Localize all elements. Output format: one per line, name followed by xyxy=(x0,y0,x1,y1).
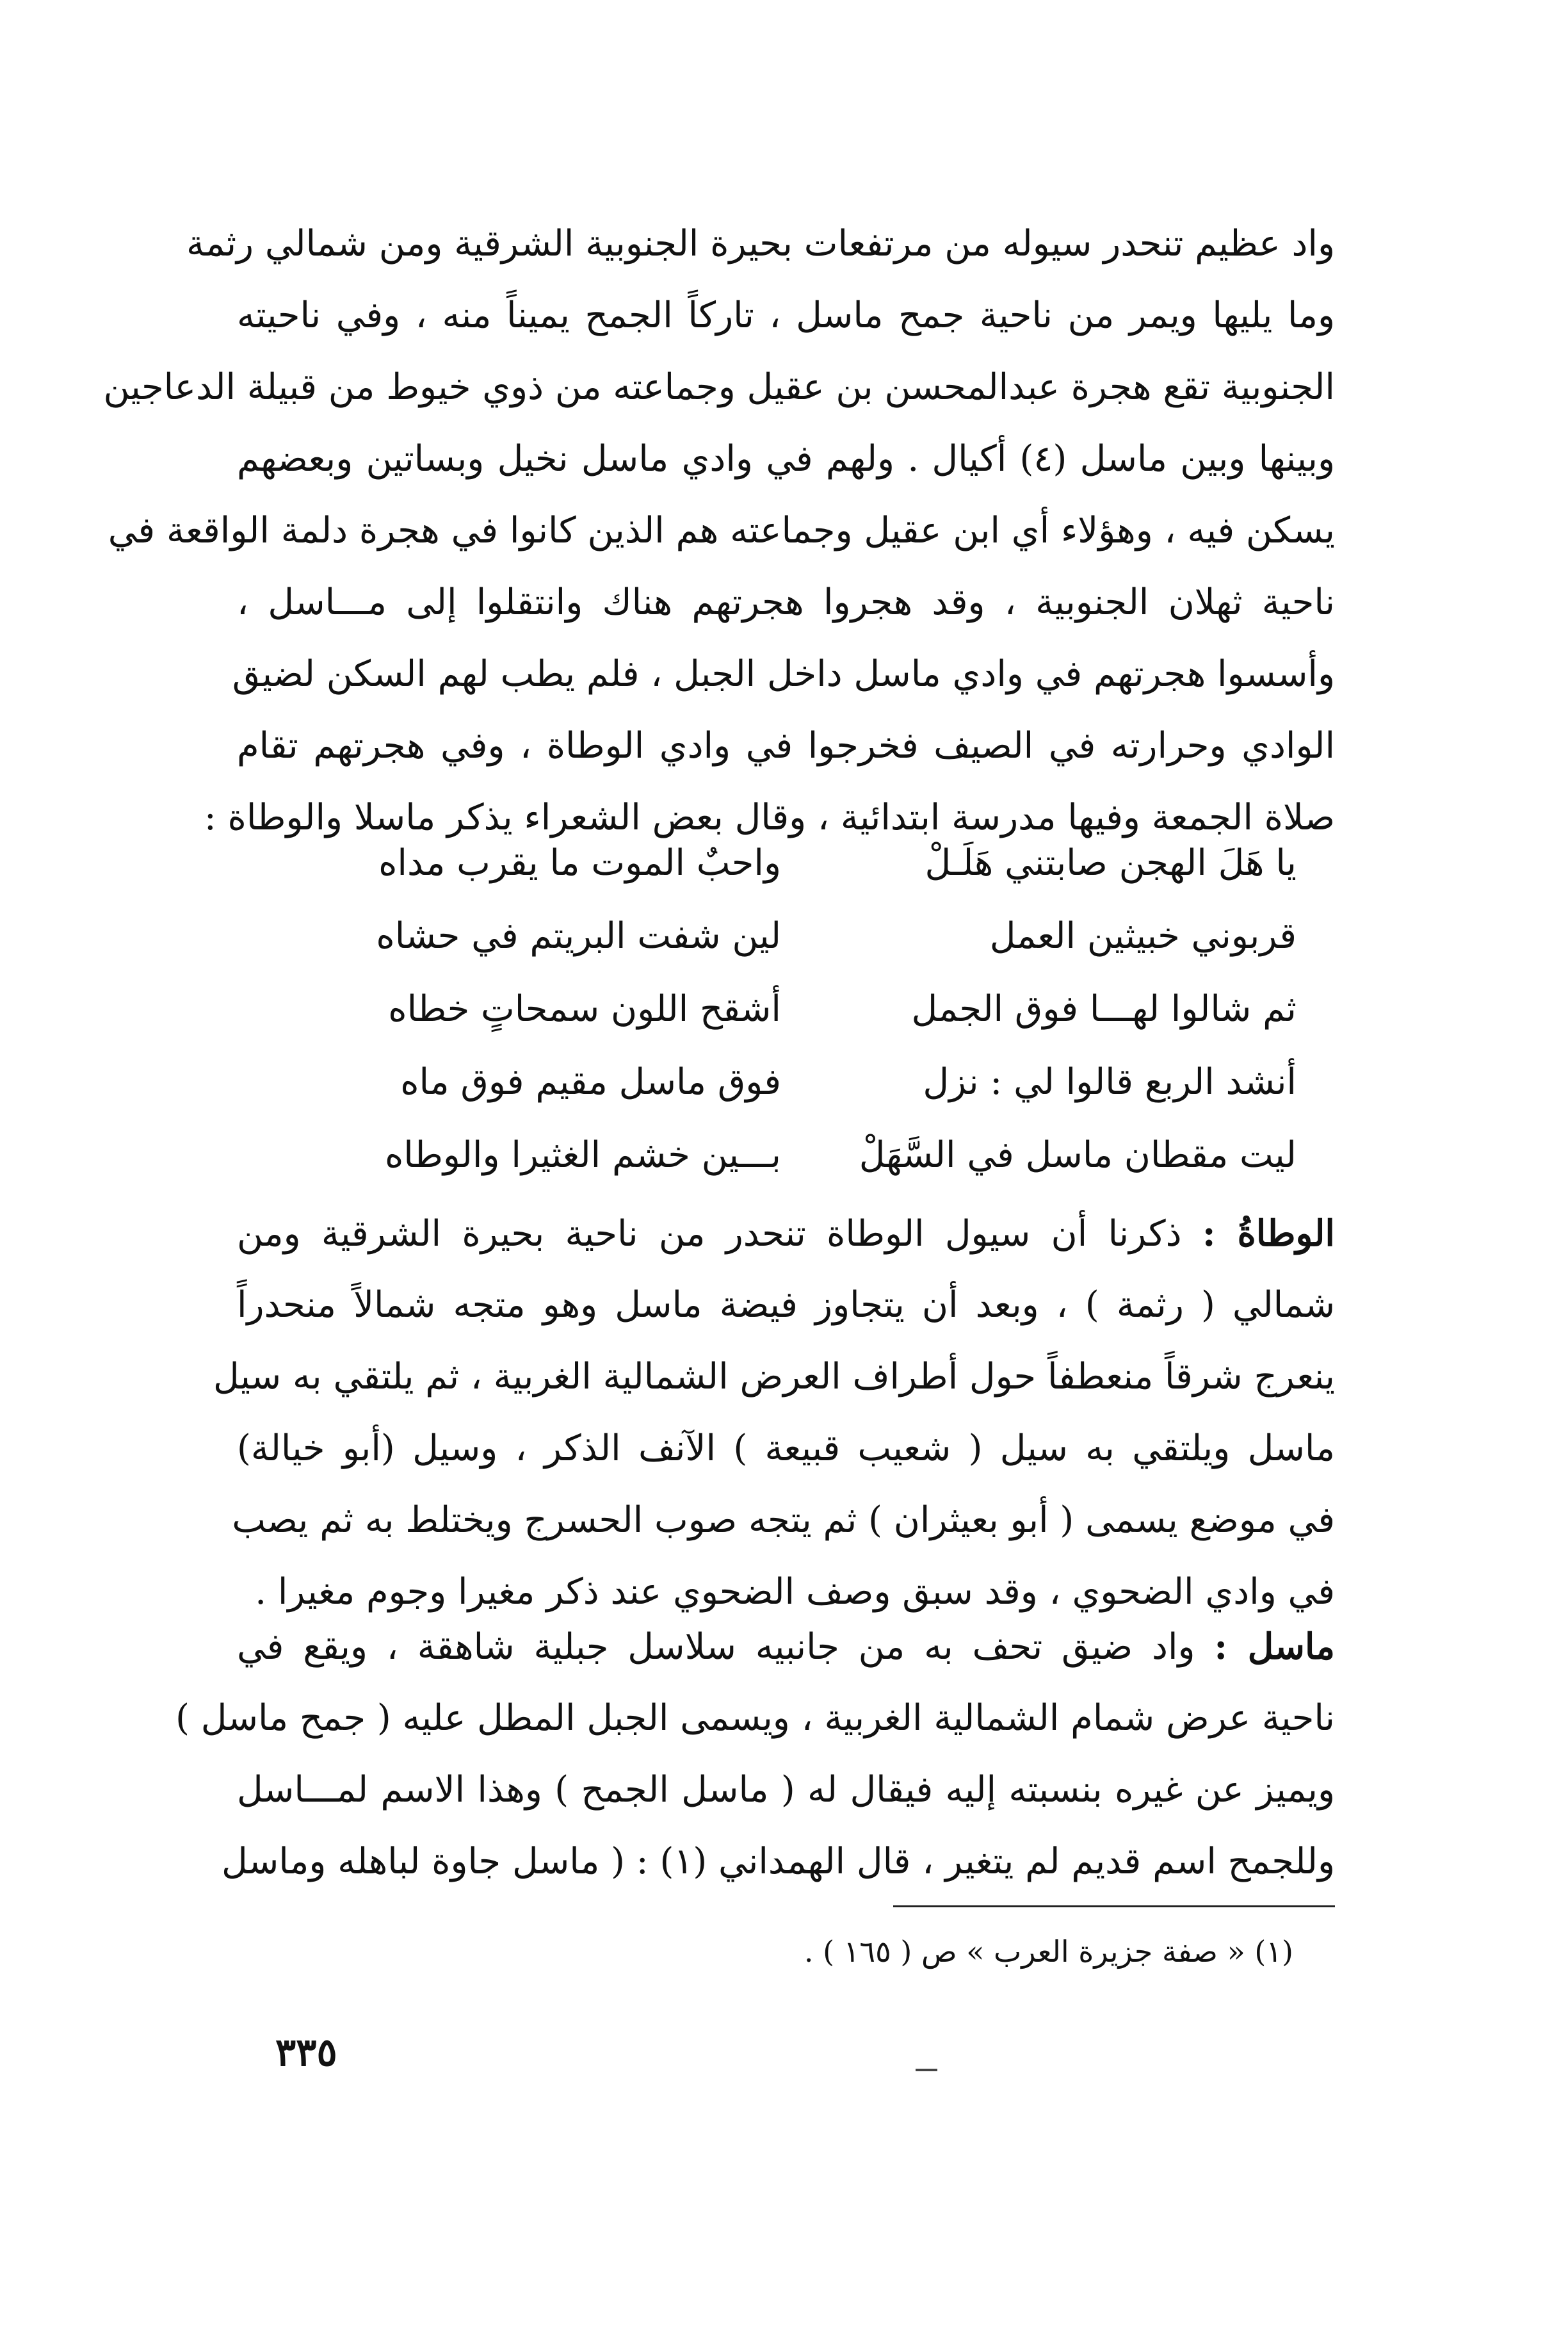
text-line: الجنوبية تقع هجرة عبدالمحسن بن عقيل وجماعته من ذوي خيوط من قبيلة الدعاجين xyxy=(103,366,1335,408)
verse-first-half: يا هَلَ الهجن صابتني هَلَـلْ xyxy=(925,842,1297,884)
poem-verse xyxy=(237,842,1335,915)
text-line xyxy=(237,1198,1335,1269)
text-line: وللجمح اسم قديم لم يتغير ، قال الهمداني (١) : ( ماسل جاوة لباهله وماسل xyxy=(221,1841,1335,1882)
section-wataa xyxy=(213,1198,1335,1628)
text-line: في وادي الضحوي ، وقد سبق وصف الضحوي عند ذكر مغيرا وجوم مغيرا . xyxy=(255,1571,1335,1613)
text-line: شمالي ( رثمة ) ، وبعد أن يتجاوز فيضة ماسل وهو متجه شمالاً منحدراً xyxy=(237,1284,1335,1326)
text-line: ناحية ثهلان الجنوبية ، وقد هجروا هجرتهم هناك وانتقلوا إلى مـــاسل ، xyxy=(237,582,1335,623)
text-line: ناحية عرض شمام الشمالية الغربية ، ويسمى الجبل المطل عليه ( جمح ماسل ) xyxy=(175,1697,1335,1739)
print-mark xyxy=(916,2069,937,2071)
text-line: ينعرج شرقاً منعطفاً حول أطراف العرض الشمالية الغربية ، ثم يلتقي به سيل xyxy=(213,1356,1335,1397)
verse-second-half: واحبٌ الموت ما يقرب مداه xyxy=(378,842,781,884)
poem-verse xyxy=(237,1134,1335,1207)
verse-first-half: أنشد الربع قالوا لي : نزل xyxy=(923,1061,1297,1103)
text-line: ويميز عن غيره بنسبته إليه فيقال له ( ماسل الجمح ) وهذا الاسم لمـــاسل xyxy=(237,1769,1335,1811)
verse-first-half: ثم شالوا لهـــا فوق الجمل xyxy=(911,988,1297,1030)
page-number: ٣٣٥ xyxy=(275,2030,337,2075)
text-line: ماسل ويلتقي به سيل ( شعيب قبيعة ) الآنف الذكر ، وسيل (أبو خيالة) xyxy=(237,1428,1335,1469)
footnote-divider xyxy=(893,1905,1335,1907)
text-line: وأسسوا هجرتهم في وادي ماسل داخل الجبل ، فلم يطب لهم السكن لضيق xyxy=(232,653,1335,695)
text-line: واد عظيم تنحدر سيوله من مرتفعات بحيرة الجنوبية الشرقية ومن شمالي رثمة xyxy=(186,223,1335,265)
entry-term: الوطاةُ : xyxy=(1202,1212,1335,1255)
entry-text: واد ضيق تحف به من جانبيه سلاسل جبلية شاهقة ، ويقع في xyxy=(237,1626,1195,1668)
text-line: صلاة الجمعة وفيها مدرسة ابتدائية ، وقال بعض الشعراء يذكر ماسلا والوطاة : xyxy=(204,797,1335,838)
verse-second-half: لين شفت البريتم في حشاه xyxy=(376,915,781,957)
text-line xyxy=(237,1611,1335,1682)
poem-verse xyxy=(237,1061,1335,1134)
entry-term: ماسل : xyxy=(1214,1625,1335,1668)
verse-first-half: قربوني خبيثين العمل xyxy=(989,915,1297,957)
text-line: في موضع يسمى ( أبو بعيثران ) ثم يتجه صوب الحسرج ويختلط به ثم يصب xyxy=(232,1499,1335,1541)
verse-second-half: فوق ماسل مقيم فوق ماه xyxy=(400,1061,781,1103)
footnote: (١) « صفة جزيرة العرب » ص ( ١٦٥ ) . xyxy=(804,1934,1293,1969)
text-line: يسكن فيه ، وهؤلاء أي ابن عقيل وجماعته هم الذين كانوا في هجرة دلمة الواقعة في xyxy=(108,510,1335,551)
section-wadi-text xyxy=(103,208,1335,854)
verse-first-half: ليت مقطان ماسل في السَّهَلْ xyxy=(859,1134,1297,1176)
verse-second-half: بـــين خشم الغثيرا والوطاه xyxy=(384,1134,781,1176)
section-masil xyxy=(175,1611,1335,1898)
entry-text: ذكرنا أن سيول الوطاة تنحدر من ناحية بحيرة الشرقية ومن xyxy=(237,1213,1182,1255)
text-line: وبينها وبين ماسل (٤) أكيال . ولهم في وادي ماسل نخيل وبساتين وبعضهم xyxy=(237,438,1335,480)
verse-second-half: أشقح اللون سمحاتٍ خطاه xyxy=(388,988,781,1030)
poem-verse xyxy=(237,988,1335,1061)
text-line: وما يليها ويمر من ناحية جمح ماسل ، تاركاً الجمح يميناً منه ، وفي ناحيته xyxy=(237,295,1335,336)
poem xyxy=(237,842,1335,1207)
poem-verse xyxy=(237,915,1335,988)
text-line: الوادي وحرارته في الصيف فخرجوا في وادي الوطاة ، وفي هجرتهم تقام xyxy=(237,725,1335,767)
